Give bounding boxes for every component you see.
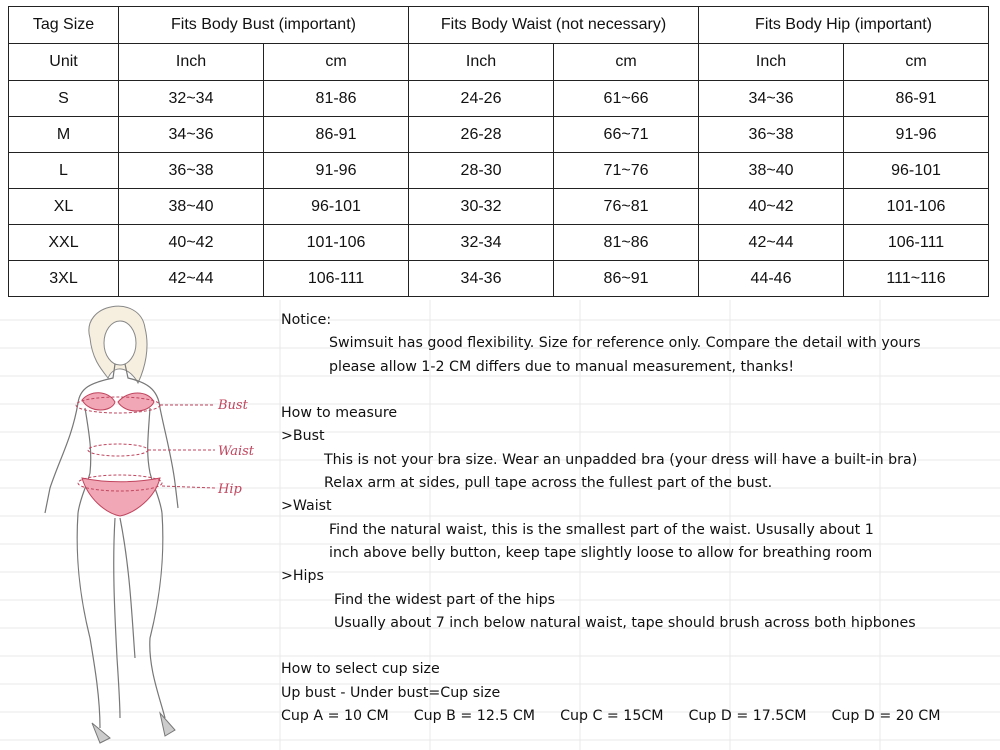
unit-cell: cm — [264, 44, 409, 81]
table-cell: 91-96 — [264, 153, 409, 189]
table-cell: M — [9, 117, 119, 153]
table-cell: 61~66 — [554, 81, 699, 117]
table-row — [9, 117, 989, 153]
waist-section-title: >Waist — [281, 498, 332, 515]
cup-size-item: Cup A = 10 CM — [281, 708, 389, 725]
header-tag-size: Tag Size — [9, 7, 119, 44]
table-cell: 38~40 — [699, 153, 844, 189]
table-cell: 26-28 — [409, 117, 554, 153]
table-cell: 3XL — [9, 261, 119, 297]
bust-label: Bust — [218, 398, 248, 413]
table-cell: 91-96 — [844, 117, 989, 153]
table-cell: 106-111 — [264, 261, 409, 297]
table-cell: 42~44 — [699, 225, 844, 261]
cup-size-item: Cup D = 17.5CM — [688, 708, 807, 725]
table-cell: S — [9, 81, 119, 117]
table-cell: 32~34 — [119, 81, 264, 117]
table-cell: 34-36 — [409, 261, 554, 297]
notice-line: Swimsuit has good flexibility. Size for reference only. Compare the detail with yours — [329, 335, 921, 352]
table-cell: 36~38 — [119, 153, 264, 189]
bust-instruction: This is not your bra size. Wear an unpadded bra (your dress will have a built-in bra) — [324, 451, 918, 468]
table-row — [9, 81, 989, 117]
table-cell: 101-106 — [264, 225, 409, 261]
spacer — [281, 379, 996, 402]
figure-shoes — [92, 713, 175, 743]
table-cell: 28-30 — [409, 153, 554, 189]
table-row — [9, 225, 989, 261]
header-waist: Fits Body Waist (not necessary) — [409, 7, 699, 44]
bust-section-title: >Bust — [281, 428, 325, 445]
table-cell: 30-32 — [409, 189, 554, 225]
figure-bikini-top — [82, 393, 154, 411]
figure-legs — [77, 513, 165, 728]
table-cell: XXL — [9, 225, 119, 261]
table-cell: 24-26 — [409, 81, 554, 117]
hips-instruction: Usually about 7 inch below natural waist, tape should brush across both hipbones — [334, 614, 916, 631]
table-cell: 96-101 — [844, 153, 989, 189]
size-chart-table — [8, 6, 989, 297]
waist-instruction: inch above belly button, keep tape slightly loose to allow for breathing room — [329, 544, 873, 561]
measurement-notes — [281, 309, 996, 728]
waist-measure-line — [88, 444, 148, 456]
table-cell: 76~81 — [554, 189, 699, 225]
table-unit-row — [9, 44, 989, 81]
unit-cell: cm — [554, 44, 699, 81]
cup-size-item: Cup D = 20 CM — [831, 708, 941, 725]
hips-section-title: >Hips — [281, 568, 324, 585]
table-cell: 40~42 — [119, 225, 264, 261]
waist-instruction: Find the natural waist, this is the smallest part of the waist. Ususally about 1 — [329, 521, 874, 538]
table-cell: 86~91 — [554, 261, 699, 297]
how-to-measure-title: How to measure — [281, 405, 398, 422]
notice-line: please allow 1-2 CM differs due to manual measurement, thanks! — [329, 358, 795, 375]
cup-size-item: Cup B = 12.5 CM — [413, 708, 536, 725]
table-cell: 86-91 — [844, 81, 989, 117]
table-cell: 42~44 — [119, 261, 264, 297]
hips-instruction: Find the widest part of the hips — [334, 591, 556, 608]
cup-size-title: How to select cup size — [281, 661, 440, 678]
hip-label: Hip — [218, 482, 242, 497]
table-cell: 106-111 — [844, 225, 989, 261]
cup-size-list — [281, 705, 996, 728]
table-cell: L — [9, 153, 119, 189]
table-cell: 38~40 — [119, 189, 264, 225]
header-bust: Fits Body Bust (important) — [119, 7, 409, 44]
table-cell: 66~71 — [554, 117, 699, 153]
table-cell: 81-86 — [264, 81, 409, 117]
body-measurement-illustration — [20, 298, 270, 748]
table-cell: 36~38 — [699, 117, 844, 153]
figure-face — [104, 321, 136, 365]
table-row — [9, 189, 989, 225]
table-cell: 81~86 — [554, 225, 699, 261]
table-cell: 101-106 — [844, 189, 989, 225]
unit-cell: cm — [844, 44, 989, 81]
table-cell: 111~116 — [844, 261, 989, 297]
table-cell: 96-101 — [264, 189, 409, 225]
spacer — [281, 635, 996, 658]
table-cell: 86-91 — [264, 117, 409, 153]
cup-size-item: Cup C = 15CM — [560, 708, 664, 725]
unit-cell: Inch — [699, 44, 844, 81]
table-cell: 34~36 — [699, 81, 844, 117]
unit-cell: Unit — [9, 44, 119, 81]
notice-title: Notice: — [281, 312, 332, 328]
cup-size-formula: Up bust - Under bust=Cup size — [281, 684, 501, 701]
table-cell: 34~36 — [119, 117, 264, 153]
table-cell: 32-34 — [409, 225, 554, 261]
table-header-row — [9, 7, 989, 44]
unit-cell: Inch — [119, 44, 264, 81]
table-cell: 40~42 — [699, 189, 844, 225]
bust-instruction: Relax arm at sides, pull tape across the fullest part of the bust. — [324, 475, 773, 492]
table-cell: 44-46 — [699, 261, 844, 297]
unit-cell: Inch — [409, 44, 554, 81]
header-hip: Fits Body Hip (important) — [699, 7, 989, 44]
table-cell: 71~76 — [554, 153, 699, 189]
figure-bikini-bottom — [82, 478, 160, 516]
table-cell: XL — [9, 189, 119, 225]
table-row — [9, 153, 989, 189]
table-row — [9, 261, 989, 297]
waist-label: Waist — [218, 444, 255, 459]
